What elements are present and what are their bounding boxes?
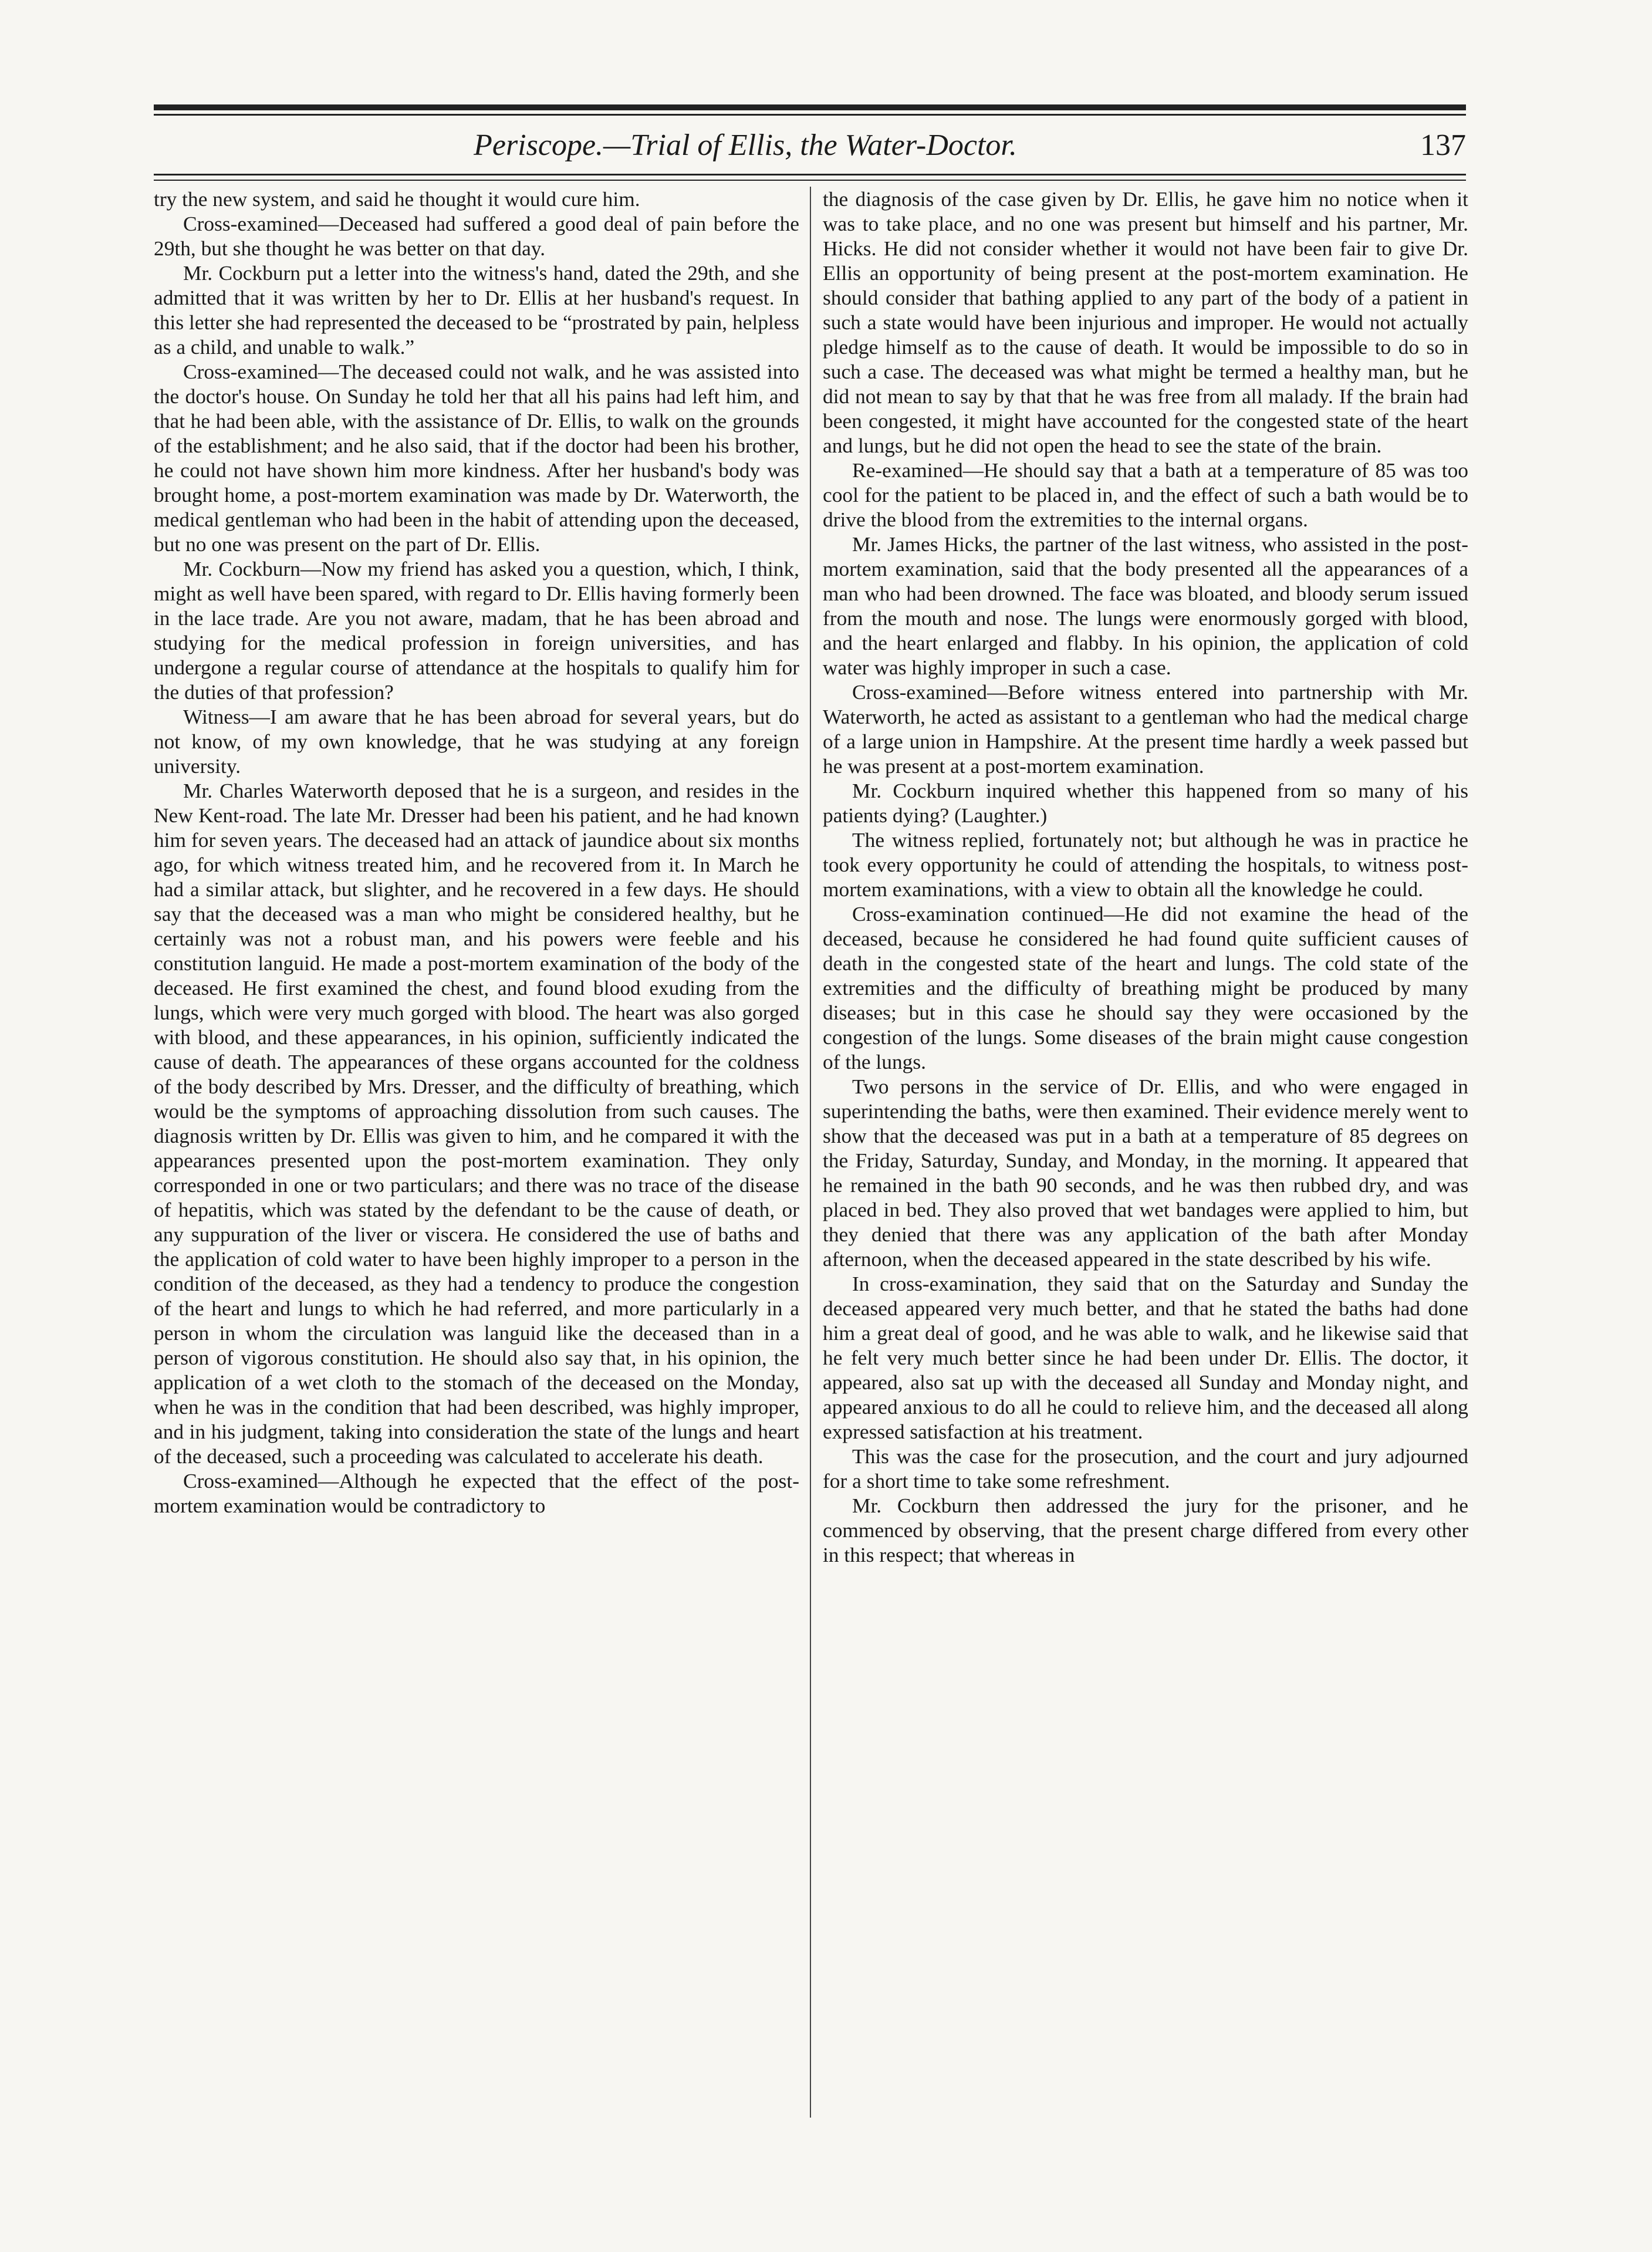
right-column bbox=[823, 187, 1468, 2176]
paragraph: Witness—I am aware that he has been abroad for several years, but do not know, of my own knowledge, that he was studying at any foreign university. bbox=[154, 705, 799, 778]
left-column bbox=[154, 187, 799, 2176]
paragraph: Two persons in the service of Dr. Ellis, and who were engaged in superintending the baths, were then examined. Their evidence merely went to show that the deceased was put in a bath at a temperature of 85 degrees on the Friday, Saturday, Sunday, and Monday, in the morning. It appeared that he remained in the bath 90 seconds, and he was then rubbed dry, and was placed in bed. They also proved that wet bandages were applied to him, but they denied that there was any application of the bath after Monday afternoon, when the deceased appeared in the state described by his wife. bbox=[823, 1075, 1468, 1271]
paragraph: the diagnosis of the case given by Dr. Ellis, he gave him no notice when it was to take place, and no one was present but himself and his partner, Mr. Hicks. He did not consider whether it would not have been fair to give Dr. Ellis an opportunity of being present at the post-mortem examination. He should consider that bathing applied to any part of the body of a patient in such a state would have been injurious and improper. He would not actually pledge himself as to the cause of death. It would be impossible to do so in such a case. The deceased was what might be termed a healthy man, but he did not mean to say by that that he was free from all malady. If the brain had been congested, it might have accounted for the congested state of the heart and lungs, but he did not open the head to see the state of the brain. bbox=[823, 187, 1468, 457]
running-head bbox=[154, 121, 1466, 170]
page-number: 137 bbox=[1420, 129, 1466, 162]
paragraph: Mr. Cockburn put a letter into the witness's hand, dated the 29th, and she admitted that it was written by her to Dr. Ellis at her husband's request. In this letter she had represented the deceased to be “prostrated by pain, helpless as a child, and unable to walk.” bbox=[154, 261, 799, 359]
paragraph: Cross-examined—Although he expected that the effect of the post-mortem examination would be contradictory to bbox=[154, 1469, 799, 1517]
paragraph: Cross-examination continued—He did not examine the head of the deceased, because he considered he had found quite sufficient causes of death in the congested state of the heart and lungs. The cold state of the extremities and the difficulty of breathing might be produced by many diseases; but in this case he should say they were occasioned by the congestion of the lungs. Some diseases of the brain might cause congestion of the lungs. bbox=[823, 902, 1468, 1073]
paragraph: Cross-examined—Deceased had suffered a good deal of pain before the 29th, but she thought he was better on that day. bbox=[154, 212, 799, 260]
paragraph: Mr. Cockburn—Now my friend has asked you a question, which, I think, might as well have been spared, with regard to Dr. Ellis having formerly been in the lace trade. Are you not aware, madam, that he has been abroad and studying for the medical profession in foreign universities, and has undergone a regular course of attendance at the hospitals to qualify him for the duties of that profession? bbox=[154, 557, 799, 704]
paragraph: try the new system, and said he thought it would cure him. bbox=[154, 187, 640, 211]
paragraph: Mr. Cockburn then addressed the jury for the prisoner, and he commenced by observing, that the present charge differed from every other in this respect; that whereas in bbox=[823, 1494, 1468, 1566]
paragraph: Cross-examined—The deceased could not walk, and he was assisted into the doctor's house. On Sunday he told her that all his pains had left him, and that he had been able, with the assistance of Dr. Ellis, to walk on the grounds of the establishment; and he also said, that if the doctor had been his brother, he could not have shown him more kindness. After her husband's body was brought home, a post-mortem examination was made by Dr. Waterworth, the medical gentleman who had been in the habit of attending upon the deceased, but no one was present on the part of Dr. Ellis. bbox=[154, 360, 799, 556]
paragraph: The witness replied, fortunately not; but although he was in practice he took every opportunity he could of attending the hospitals, to witness post-mortem examinations, with a view to obtain all the knowledge he could. bbox=[823, 828, 1468, 901]
running-title: Periscope.—Trial of Ellis, the Water-Doctor. bbox=[474, 129, 1017, 162]
top-rule-thick bbox=[154, 104, 1466, 110]
top-rule-thin bbox=[154, 114, 1466, 116]
paragraph: Mr. Charles Waterworth deposed that he is a surgeon, and resides in the New Kent-road. The late Mr. Dresser had been his patient, and he had known him for seven years. The deceased had an attack of jaundice about six months ago, for which witness treated him, and he recovered from it. In March he had a similar attack, but slighter, and he recovered in a few days. He should say that the deceased was a man who might be considered healthy, but he certainly was not a robust man, and his powers were feeble and his constitution languid. He made a post-mortem examination of the body of the deceased. He first examined the chest, and found blood exuding from the lungs, which were very much gorged with blood. The heart was also gorged with blood, and these appearances, in his opinion, sufficiently indicated the cause of death. The appearances of these organs accounted for the coldness of the body described by Mrs. Dresser, and the difficulty of breathing, which would be the symptoms of approaching dissolution from such causes. The diagnosis written by Dr. Ellis was given to him, and he compared it with the appearances presented upon the post-mortem examination. They only corresponded in one or two particulars; and there was no trace of the disease of hepatitis, which was stated by the defendant to be the cause of death, or any suppuration of the liver or viscera. He considered the use of baths and the application of cold water to have been highly improper to a person in the condition of the deceased, as they had a tendency to produce the congestion of the heart and lungs to which he had referred, and more particularly in a person in whom the circulation was languid like the deceased than in a person of vigorous constitution. He should also say that, in his opinion, the application of a wet cloth to the stomach of the deceased on the Monday, when he was in the condition that had been described, was highly improper, and in his judgment, taking into consideration the state of the lungs and heart of the deceased, such a proceeding was calculated to accelerate his death. bbox=[154, 779, 799, 1468]
paragraph: Mr. James Hicks, the partner of the last witness, who assisted in the post-mortem examination, said that the body presented all the appearances of a man who had been drowned. The face was bloated, and bloody serum issued from the mouth and nose. The lungs were enormously gorged with blood, and the heart enlarged and flabby. In his opinion, the application of cold water was highly improper in such a case. bbox=[823, 532, 1468, 679]
paragraph: Mr. Cockburn inquired whether this happened from so many of his patients dying? (Laughter.) bbox=[823, 779, 1468, 827]
paragraph: In cross-examination, they said that on the Saturday and Sunday the deceased appeared very much better, and that he stated the baths had done him a great deal of good, and he was able to walk, and he likewise said that he felt very much better since he had been under Dr. Ellis. The doctor, it appeared, also sat up with the deceased all Sunday and Monday night, and appeared anxious to do all he could to relieve him, and the deceased all along expressed satisfaction at his treatment. bbox=[823, 1272, 1468, 1443]
column-divider bbox=[810, 187, 811, 2118]
paragraph: This was the case for the prosecution, and the court and jury adjourned for a short time to take some refreshment. bbox=[823, 1444, 1468, 1493]
paragraph: Re-examined—He should say that a bath at a temperature of 85 was too cool for the patient to be placed in, and the effect of such a bath would be to drive the blood from the extremities to the internal organs. bbox=[823, 458, 1468, 531]
paragraph: Cross-examined—Before witness entered into partnership with Mr. Waterworth, he acted as assistant to a gentleman who had the medical charge of a large union in Hampshire. At the present time hardly a week passed but he was present at a post-mortem examination. bbox=[823, 680, 1468, 778]
header-rule-lower bbox=[154, 180, 1466, 181]
header-rule-upper bbox=[154, 174, 1466, 175]
